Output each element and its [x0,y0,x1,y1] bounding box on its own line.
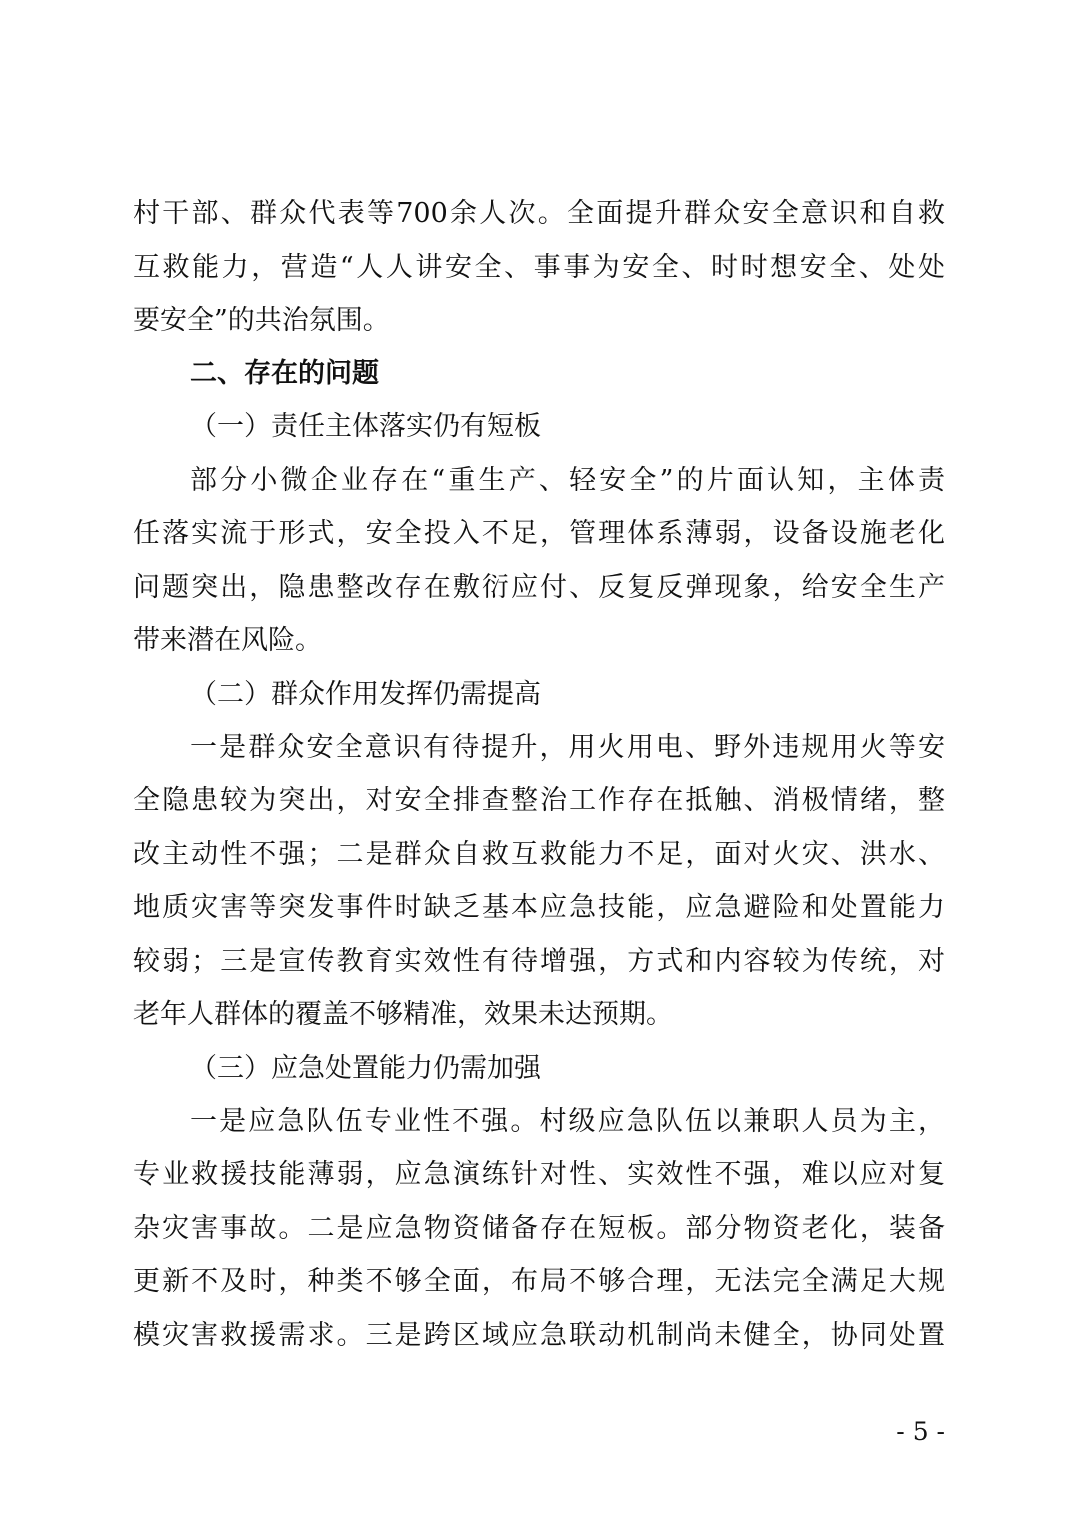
body-text-line: 带来潜在风险。 [133,625,322,656]
page-number: - 5 - [896,1417,945,1446]
body-text-line: 全隐患较为突出，对安全排查整治工作存在抵触、消极情绪，整 [133,785,945,816]
body-text-line: 老年人群体的覆盖不够精准，效果未达预期。 [133,999,673,1030]
body-text-line: 问题突出，隐患整改存在敷衍应付、反复反弹现象，给安全生产 [133,572,945,603]
body-text-line: 改主动性不强；二是群众自救互救能力不足，面对火灾、洪水、 [133,839,945,870]
body-text-line: 一是应急队伍专业性不强。村级应急队伍以兼职人员为主， [190,1106,945,1137]
body-text-line: 专业救援技能薄弱，应急演练针对性、实效性不强，难以应对复 [133,1159,945,1190]
subsection-heading: （一）责任主体落实仍有短板 [190,411,541,442]
section-heading: 二、存在的问题 [190,358,379,389]
body-text-line: 地质灾害等突发事件时缺乏基本应急技能，应急避险和处置能力 [133,892,945,923]
body-text-line: 部分小微企业存在“重生产、轻安全”的片面认知，主体责 [190,465,945,496]
body-text-line: 村干部、群众代表等700余人次。全面提升群众安全意识和自救 [133,198,945,229]
body-text-line: 杂灾害事故。二是应急物资储备存在短板。部分物资老化，装备 [133,1213,945,1244]
body-text-line: 任落实流于形式，安全投入不足，管理体系薄弱，设备设施老化 [133,518,945,549]
body-text-line: 更新不及时，种类不够全面，布局不够合理，无法完全满足大规 [133,1266,945,1297]
body-text-line: 一是群众安全意识有待提升，用火用电、野外违规用火等安 [190,732,945,763]
body-text-line: 模灾害救援需求。三是跨区域应急联动机制尚未健全，协同处置 [133,1320,945,1351]
body-text-line: 要安全”的共治氛围。 [133,305,390,336]
subsection-heading: （二）群众作用发挥仍需提高 [190,679,541,710]
subsection-heading: （三）应急处置能力仍需加强 [190,1053,541,1084]
body-text-line: 互救能力，营造“人人讲安全、事事为安全、时时想安全、处处 [133,252,945,283]
body-text-line: 较弱；三是宣传教育实效性有待增强，方式和内容较为传统，对 [133,946,945,977]
